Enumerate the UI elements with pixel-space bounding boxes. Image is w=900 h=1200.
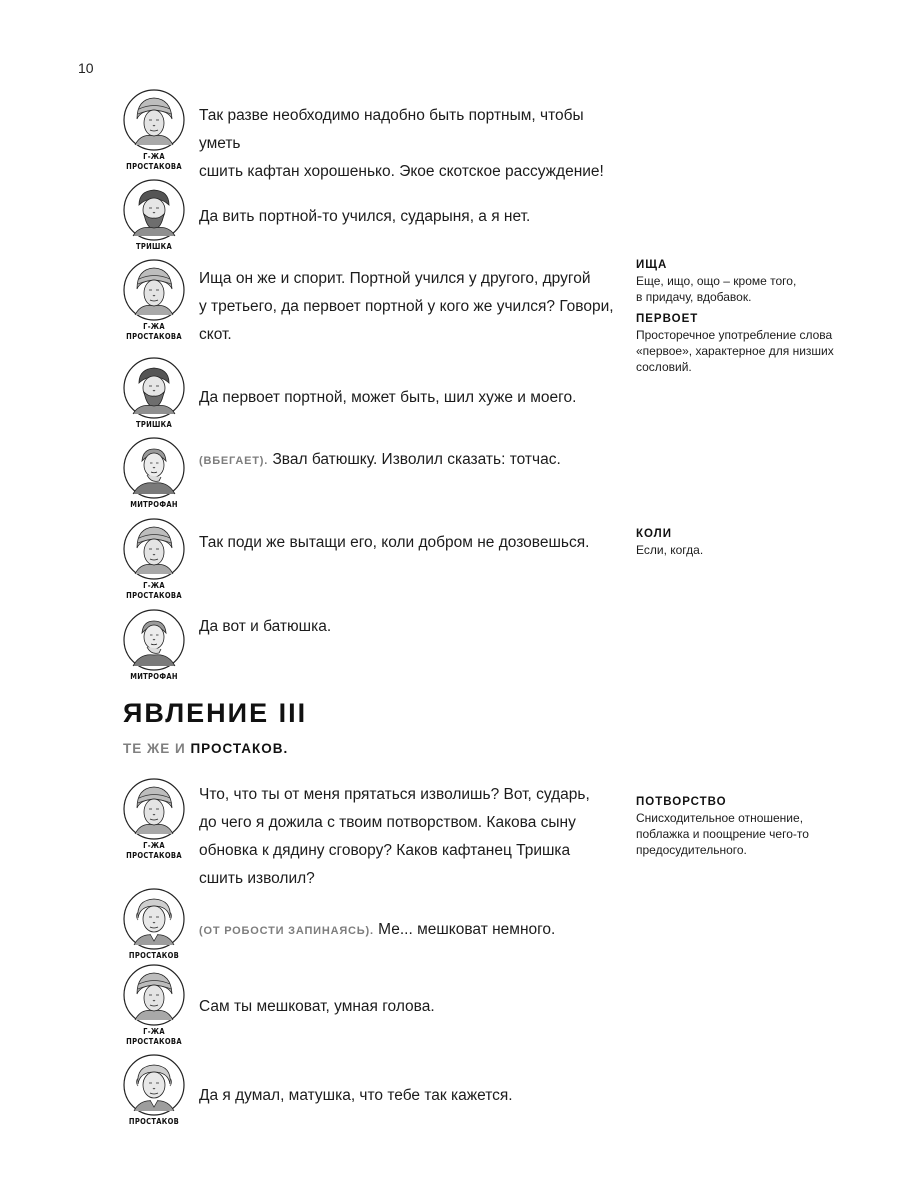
young-man-portrait-icon xyxy=(123,437,185,499)
woman-in-bonnet-portrait-icon xyxy=(123,964,185,1026)
glossary-entry-potvorstvo xyxy=(636,796,866,858)
speech-text: (ВБЕГАЕТ). Звал батюшку. Изволил сказать: тотчас. xyxy=(199,451,561,468)
woman-in-bonnet-portrait-icon xyxy=(123,259,185,321)
character-portrait xyxy=(123,609,185,682)
character-portrait xyxy=(123,259,185,341)
speech-text: Да первоет портной, может быть, шил хуже и моего. xyxy=(199,389,577,406)
glossary-term: ИЩА xyxy=(636,259,668,271)
elderly-man-portrait-icon xyxy=(123,1054,185,1116)
speaker-name: МИТРОФАН xyxy=(130,672,178,681)
speaker-name: Г-ЖА ПРОСТАКОВА xyxy=(126,322,182,341)
bearded-man-portrait-icon xyxy=(123,179,185,241)
speech-text: Да вить портной-то учился, сударыня, а я нет. xyxy=(199,208,531,225)
woman-in-bonnet-portrait-icon xyxy=(123,89,185,151)
speech-text: Да вот и батюшка. xyxy=(199,618,332,635)
stage-direction: (ОТ РОБОСТИ ЗАПИНАЯСЬ). xyxy=(199,925,374,937)
speech-text: Так разве необходимо надобно быть портным, чтобы уметь сшить кафтан хорошенько. Экое скотское рассуждение! xyxy=(199,107,604,180)
elderly-man-portrait-icon xyxy=(123,888,185,950)
stage-direction: (ВБЕГАЕТ). xyxy=(199,455,269,467)
scene-title: ЯВЛЕНИЕ III xyxy=(123,698,308,728)
woman-in-bonnet-portrait-icon xyxy=(123,778,185,840)
glossary-definition: Просторечное употребление слова «первое», характерное для низших сословий. xyxy=(636,328,834,374)
character-portrait xyxy=(123,518,185,600)
character-portrait xyxy=(123,964,185,1046)
speech-text: Да я думал, матушка, что тебе так кажется. xyxy=(199,1087,513,1104)
speaker-name: ТРИШКА xyxy=(135,242,173,251)
character-portrait xyxy=(123,179,185,252)
speaker-name: Г-ЖА ПРОСТАКОВА xyxy=(126,841,182,860)
character-portrait xyxy=(123,89,185,171)
speech-text: Сам ты мешковат, умная голова. xyxy=(199,998,435,1015)
speaker-name: ТРИШКА xyxy=(135,420,173,429)
character-portrait xyxy=(123,357,185,430)
speaker-name: ПРОСТАКОВ xyxy=(128,951,180,960)
speech-text: Так поди же вытащи его, коли добром не дозовешься. xyxy=(199,534,590,551)
glossary-entry-koli xyxy=(636,528,866,558)
woman-in-bonnet-portrait-icon xyxy=(123,518,185,580)
character-portrait xyxy=(123,1054,185,1127)
glossary-term: ПОТВОРСТВО xyxy=(636,796,727,808)
glossary-term: КОЛИ xyxy=(636,528,673,540)
glossary-entry-pervoet xyxy=(636,313,866,375)
speaker-name: ПРОСТАКОВ xyxy=(128,1117,180,1126)
character-portrait xyxy=(123,888,185,961)
speech-text: Ища он же и спорит. Портной учился у другого, другой у третьего, да первоет портной у кого же учился? Говори, скот. xyxy=(199,270,614,343)
glossary-term: ПЕРВОЕТ xyxy=(636,313,699,325)
character-portrait xyxy=(123,778,185,860)
bearded-man-portrait-icon xyxy=(123,357,185,419)
young-man-portrait-icon xyxy=(123,609,185,671)
scene-cast: ТЕ ЖЕ И ПРОСТАКОВ. xyxy=(123,741,289,756)
glossary-definition: Еще, ищо, ощо – кроме того, в придачу, вдобавок. xyxy=(636,274,797,304)
glossary-definition: Если, когда. xyxy=(636,543,704,557)
speech-text: Что, что ты от меня прятаться изволишь? Вот, сударь, до чего я дожила с твоим потворством. Какова сыну обновка к дядину сговору? Каков кафтанец Тришка сшить изволил? xyxy=(199,786,590,887)
glossary-entry-ischa xyxy=(636,259,866,305)
speaker-name: Г-ЖА ПРОСТАКОВА xyxy=(126,1027,182,1046)
speaker-name: Г-ЖА ПРОСТАКОВА xyxy=(126,581,182,600)
page-number: 10 xyxy=(78,60,94,76)
speaker-name: Г-ЖА ПРОСТАКОВА xyxy=(126,152,182,171)
glossary-definition: Снисходительное отношение, поблажка и поощрение чего-то предосудительного. xyxy=(636,811,809,857)
character-portrait xyxy=(123,437,185,510)
speech-text: (ОТ РОБОСТИ ЗАПИНАЯСЬ). Ме... мешковат немного. xyxy=(199,921,556,938)
speaker-name: МИТРОФАН xyxy=(130,500,178,509)
